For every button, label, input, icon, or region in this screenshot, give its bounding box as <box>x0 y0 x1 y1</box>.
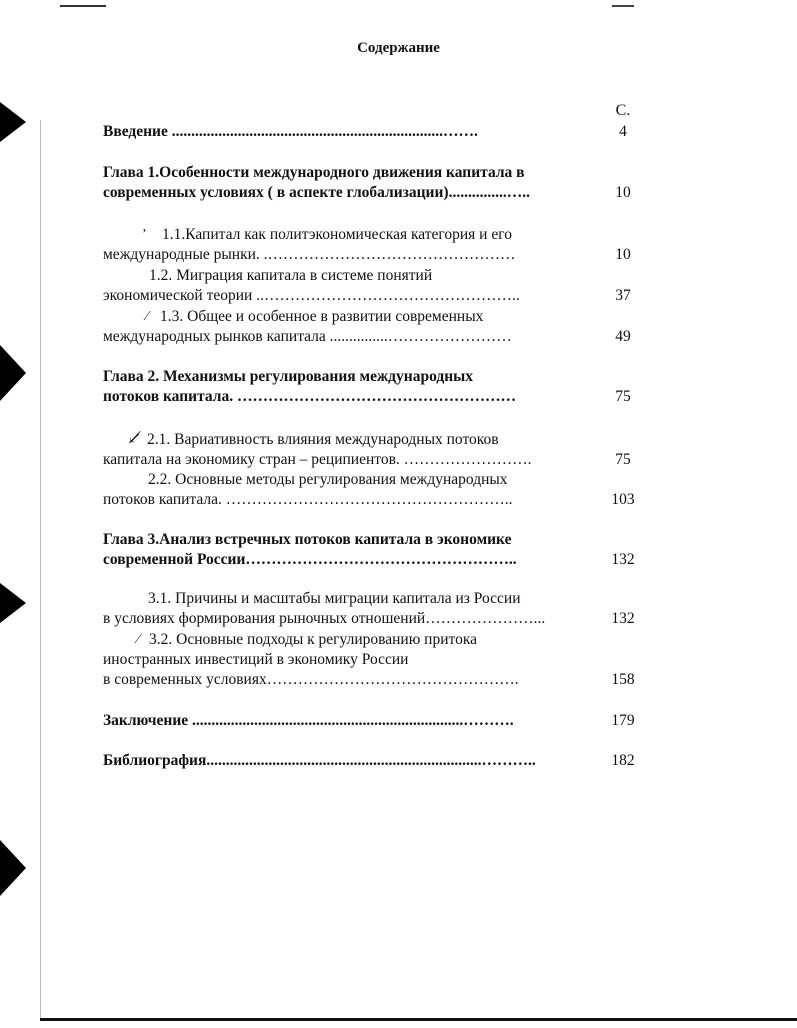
toc-chapter-3-line2: современной России…………………………………………….. <box>103 551 517 568</box>
toc-entry-intro: Введение ......................................................................……. <box>103 123 478 140</box>
toc-chapter-1-line1: Глава 1.Особенности международного движения капитала в <box>103 164 525 181</box>
toc-section-1-1-line2: международные рынки. .………………………………………… <box>103 246 516 263</box>
toc-chapter-1-line2: современных условиях ( в аспекте глобализации)...............….. <box>103 184 530 201</box>
toc-section-3-1-line2: в условиях формирования рыночных отношений…………………... <box>103 610 546 627</box>
scan-mark <box>612 5 634 7</box>
toc-section-1-3-line2: международных рынков капитала ...............…………………… <box>103 328 512 345</box>
scan-edge-mark <box>0 840 26 896</box>
page-column-header: С. <box>615 102 631 119</box>
toc-page-number: 10 <box>615 246 631 263</box>
scan-edge-mark <box>0 102 26 142</box>
toc-section-3-2-line3: в современных условиях…………………………………………. <box>103 671 519 688</box>
handwritten-tick-mark: ⁄ <box>146 309 149 324</box>
toc-chapter-2-line1: Глава 2. Механизмы регулирования международных <box>103 368 474 385</box>
toc-page-number: 132 <box>611 610 635 627</box>
toc-page-number: 158 <box>611 671 635 688</box>
toc-section-3-2-line2: иностранных инвестиций в экономику России <box>103 651 409 668</box>
scan-bottom-edge <box>40 1018 797 1021</box>
scan-edge-mark <box>0 583 26 623</box>
toc-page-number: 103 <box>611 491 635 508</box>
page-title: Содержание <box>357 40 440 56</box>
toc-section-2-2-line2: потоков капитала. ……………………………………………….. <box>103 491 513 508</box>
toc-section-2-2-line1: 2.2. Основные методы регулирования международных <box>148 471 508 488</box>
toc-section-2-1-line1: 2.1. Вариативность влияния международных потоков <box>147 431 499 448</box>
toc-page-number: 10 <box>615 184 631 201</box>
toc-section-2-1-line2: капитала на экономику стран – реципиентов. ……………………. <box>103 451 532 468</box>
toc-section-1-3-line1: 1.3. Общее и особенное в развитии современных <box>160 308 484 325</box>
toc-page-number: 75 <box>615 451 631 468</box>
handwritten-tick-mark: ʼ <box>142 227 147 242</box>
toc-page-number: 4 <box>619 123 627 140</box>
handwritten-tick-mark: ↙̸ <box>128 430 142 447</box>
toc-page-number: 179 <box>611 712 635 729</box>
toc-page-number: 49 <box>615 328 631 345</box>
toc-section-1-1-line1: 1.1.Капитал как политэкономическая категория и его <box>162 226 512 243</box>
toc-page-number: 182 <box>611 752 635 769</box>
toc-chapter-2-line2: потоков капитала. ……………………………………………… <box>103 388 516 405</box>
toc-section-1-2-line2: экономической теории ..………………………………………….. <box>103 287 520 304</box>
scan-edge-mark <box>0 345 26 401</box>
scan-edge-line <box>40 120 41 1020</box>
toc-page-number: 37 <box>615 287 631 304</box>
toc-section-1-2-line1: 1.2. Миграция капитала в системе понятий <box>149 267 433 284</box>
toc-entry-bibliography: Библиография.......................................................................……….. <box>103 752 536 769</box>
handwritten-tick-mark: ⁄ <box>137 632 140 647</box>
toc-section-3-2-line1: 3.2. Основные подходы к регулированию притока <box>149 631 478 648</box>
toc-entry-conclusion: Заключение ......................................................................………. <box>103 712 514 729</box>
toc-section-3-1-line1: 3.1. Причины и масштабы миграции капитала из России <box>148 590 521 607</box>
scan-mark <box>60 5 106 7</box>
toc-page-number: 132 <box>611 551 635 568</box>
toc-chapter-3-line1: Глава 3.Анализ встречных потоков капитала в экономике <box>103 531 512 548</box>
toc-page-number: 75 <box>615 388 631 405</box>
